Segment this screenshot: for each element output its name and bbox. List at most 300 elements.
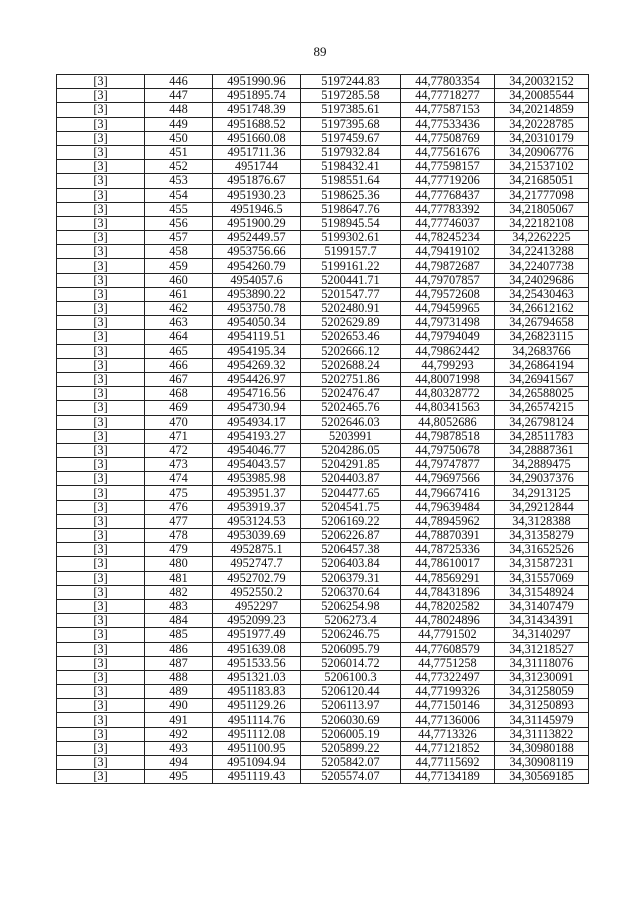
table-row [57, 500, 589, 514]
point-number-cell: 462 [145, 302, 213, 316]
table-row [57, 117, 589, 131]
x-coordinate-cell: 4951119.43 [213, 770, 301, 784]
source-ref-cell: [3] [57, 216, 145, 230]
latitude-cell: 44,77608579 [401, 642, 495, 656]
point-number-cell: 466 [145, 358, 213, 372]
latitude-cell: 44,77150146 [401, 699, 495, 713]
table-row [57, 727, 589, 741]
y-coordinate-cell: 5197932.84 [301, 145, 401, 159]
table-row [57, 529, 589, 543]
x-coordinate-cell: 4951112.08 [213, 727, 301, 741]
point-number-cell: 486 [145, 642, 213, 656]
table-row [57, 741, 589, 755]
latitude-cell: 44,77115692 [401, 756, 495, 770]
page-number: 89 [313, 44, 327, 59]
y-coordinate-cell: 5197395.68 [301, 117, 401, 131]
latitude-cell: 44,77508769 [401, 131, 495, 145]
y-coordinate-cell: 5204541.75 [301, 500, 401, 514]
source-ref-cell: [3] [57, 273, 145, 287]
longitude-cell: 34,31407479 [495, 599, 589, 613]
longitude-cell: 34,3140297 [495, 628, 589, 642]
x-coordinate-cell: 4951711.36 [213, 145, 301, 159]
latitude-cell: 44,78024896 [401, 614, 495, 628]
longitude-cell: 34,26612162 [495, 302, 589, 316]
x-coordinate-cell: 4951100.95 [213, 741, 301, 755]
x-coordinate-cell: 4951660.08 [213, 131, 301, 145]
y-coordinate-cell: 5206457.38 [301, 543, 401, 557]
point-number-cell: 449 [145, 117, 213, 131]
y-coordinate-cell: 5206169.22 [301, 514, 401, 528]
point-number-cell: 477 [145, 514, 213, 528]
x-coordinate-cell: 4952875.1 [213, 543, 301, 557]
coordinates-table [56, 74, 589, 784]
point-number-cell: 451 [145, 145, 213, 159]
x-coordinate-cell: 4951946.5 [213, 202, 301, 216]
longitude-cell: 34,2889475 [495, 458, 589, 472]
x-coordinate-cell: 4951533.56 [213, 656, 301, 670]
point-number-cell: 473 [145, 458, 213, 472]
latitude-cell: 44,79750678 [401, 443, 495, 457]
table-row [57, 415, 589, 429]
point-number-cell: 463 [145, 316, 213, 330]
x-coordinate-cell: 4954057.6 [213, 273, 301, 287]
latitude-cell: 44,79872687 [401, 259, 495, 273]
longitude-cell: 34,22182108 [495, 216, 589, 230]
latitude-cell: 44,7791502 [401, 628, 495, 642]
source-ref-cell: [3] [57, 89, 145, 103]
point-number-cell: 469 [145, 401, 213, 415]
y-coordinate-cell: 5198432.41 [301, 160, 401, 174]
source-ref-cell: [3] [57, 429, 145, 443]
table-row [57, 429, 589, 443]
source-ref-cell: [3] [57, 117, 145, 131]
point-number-cell: 457 [145, 231, 213, 245]
table-row [57, 670, 589, 684]
longitude-cell: 34,22413288 [495, 245, 589, 259]
x-coordinate-cell: 4954934.17 [213, 415, 301, 429]
y-coordinate-cell: 5202653.46 [301, 330, 401, 344]
longitude-cell: 34,20214859 [495, 103, 589, 117]
source-ref-cell: [3] [57, 231, 145, 245]
point-number-cell: 485 [145, 628, 213, 642]
source-ref-cell: [3] [57, 543, 145, 557]
longitude-cell: 34,22407738 [495, 259, 589, 273]
table-row [57, 486, 589, 500]
y-coordinate-cell: 5205574.07 [301, 770, 401, 784]
source-ref-cell: [3] [57, 614, 145, 628]
x-coordinate-cell: 4954050.34 [213, 316, 301, 330]
point-number-cell: 493 [145, 741, 213, 755]
x-coordinate-cell: 4954260.79 [213, 259, 301, 273]
point-number-cell: 481 [145, 571, 213, 585]
point-number-cell: 476 [145, 500, 213, 514]
source-ref-cell: [3] [57, 514, 145, 528]
source-ref-cell: [3] [57, 741, 145, 755]
longitude-cell: 34,20228785 [495, 117, 589, 131]
x-coordinate-cell: 4952099.23 [213, 614, 301, 628]
y-coordinate-cell: 5199161.22 [301, 259, 401, 273]
y-coordinate-cell: 5204477.65 [301, 486, 401, 500]
source-ref-cell: [3] [57, 387, 145, 401]
y-coordinate-cell: 5197244.83 [301, 75, 401, 89]
table-row [57, 103, 589, 117]
y-coordinate-cell: 5206113.97 [301, 699, 401, 713]
point-number-cell: 454 [145, 188, 213, 202]
source-ref-cell: [3] [57, 245, 145, 259]
latitude-cell: 44,77783392 [401, 202, 495, 216]
longitude-cell: 34,28511783 [495, 429, 589, 443]
point-number-cell: 456 [145, 216, 213, 230]
latitude-cell: 44,78610017 [401, 557, 495, 571]
y-coordinate-cell: 5197385.61 [301, 103, 401, 117]
table-row [57, 89, 589, 103]
source-ref-cell: [3] [57, 599, 145, 613]
longitude-cell: 34,31557069 [495, 571, 589, 585]
x-coordinate-cell: 4953919.37 [213, 500, 301, 514]
x-coordinate-cell: 4954426.97 [213, 372, 301, 386]
y-coordinate-cell: 5203991 [301, 429, 401, 443]
x-coordinate-cell: 4953951.37 [213, 486, 301, 500]
longitude-cell: 34,26574215 [495, 401, 589, 415]
y-coordinate-cell: 5204286.05 [301, 443, 401, 457]
source-ref-cell: [3] [57, 670, 145, 684]
source-ref-cell: [3] [57, 713, 145, 727]
table-row [57, 259, 589, 273]
x-coordinate-cell: 4951183.83 [213, 685, 301, 699]
point-number-cell: 487 [145, 656, 213, 670]
longitude-cell: 34,31548924 [495, 585, 589, 599]
longitude-cell: 34,26588025 [495, 387, 589, 401]
table-row [57, 330, 589, 344]
point-number-cell: 464 [145, 330, 213, 344]
y-coordinate-cell: 5205842.07 [301, 756, 401, 770]
point-number-cell: 446 [145, 75, 213, 89]
x-coordinate-cell: 4951876.67 [213, 174, 301, 188]
source-ref-cell: [3] [57, 529, 145, 543]
longitude-cell: 34,21537102 [495, 160, 589, 174]
longitude-cell: 34,31250893 [495, 699, 589, 713]
source-ref-cell: [3] [57, 131, 145, 145]
x-coordinate-cell: 4954195.34 [213, 344, 301, 358]
point-number-cell: 480 [145, 557, 213, 571]
latitude-cell: 44,7751258 [401, 656, 495, 670]
point-number-cell: 479 [145, 543, 213, 557]
point-number-cell: 459 [145, 259, 213, 273]
latitude-cell: 44,77598157 [401, 160, 495, 174]
table-row [57, 656, 589, 670]
y-coordinate-cell: 5202666.12 [301, 344, 401, 358]
longitude-cell: 34,31118076 [495, 656, 589, 670]
point-number-cell: 474 [145, 472, 213, 486]
longitude-cell: 34,31587231 [495, 557, 589, 571]
table-row [57, 160, 589, 174]
latitude-cell: 44,78569291 [401, 571, 495, 585]
longitude-cell: 34,31358279 [495, 529, 589, 543]
longitude-cell: 34,29212844 [495, 500, 589, 514]
y-coordinate-cell: 5205899.22 [301, 741, 401, 755]
latitude-cell: 44,77746037 [401, 216, 495, 230]
table-row [57, 344, 589, 358]
table-row [57, 713, 589, 727]
y-coordinate-cell: 5202629.89 [301, 316, 401, 330]
y-coordinate-cell: 5202465.76 [301, 401, 401, 415]
longitude-cell: 34,21805067 [495, 202, 589, 216]
y-coordinate-cell: 5204291.85 [301, 458, 401, 472]
latitude-cell: 44,77768437 [401, 188, 495, 202]
latitude-cell: 44,799293 [401, 358, 495, 372]
longitude-cell: 34,25430463 [495, 287, 589, 301]
source-ref-cell: [3] [57, 372, 145, 386]
table-row [57, 273, 589, 287]
x-coordinate-cell: 4953756.66 [213, 245, 301, 259]
latitude-cell: 44,78202582 [401, 599, 495, 613]
longitude-cell: 34,31113822 [495, 727, 589, 741]
source-ref-cell: [3] [57, 287, 145, 301]
longitude-cell: 34,31258059 [495, 685, 589, 699]
latitude-cell: 44,77719206 [401, 174, 495, 188]
table-row [57, 458, 589, 472]
table-row [57, 472, 589, 486]
longitude-cell: 34,20085544 [495, 89, 589, 103]
x-coordinate-cell: 4954046.77 [213, 443, 301, 457]
point-number-cell: 482 [145, 585, 213, 599]
y-coordinate-cell: 5202751.86 [301, 372, 401, 386]
latitude-cell: 44,80341563 [401, 401, 495, 415]
table-row [57, 245, 589, 259]
x-coordinate-cell: 4954043.57 [213, 458, 301, 472]
latitude-cell: 44,77803354 [401, 75, 495, 89]
latitude-cell: 44,77136006 [401, 713, 495, 727]
y-coordinate-cell: 5200441.71 [301, 273, 401, 287]
x-coordinate-cell: 4952449.57 [213, 231, 301, 245]
point-number-cell: 471 [145, 429, 213, 443]
table-row [57, 358, 589, 372]
source-ref-cell: [3] [57, 571, 145, 585]
source-ref-cell: [3] [57, 685, 145, 699]
table-row [57, 642, 589, 656]
x-coordinate-cell: 4952550.2 [213, 585, 301, 599]
table-row [57, 302, 589, 316]
y-coordinate-cell: 5199302.61 [301, 231, 401, 245]
source-ref-cell: [3] [57, 358, 145, 372]
longitude-cell: 34,20906776 [495, 145, 589, 159]
y-coordinate-cell: 5206095.79 [301, 642, 401, 656]
latitude-cell: 44,7713326 [401, 727, 495, 741]
latitude-cell: 44,77322497 [401, 670, 495, 684]
point-number-cell: 468 [145, 387, 213, 401]
point-number-cell: 492 [145, 727, 213, 741]
table-row [57, 188, 589, 202]
y-coordinate-cell: 5198551.64 [301, 174, 401, 188]
longitude-cell: 34,28887361 [495, 443, 589, 457]
source-ref-cell: [3] [57, 486, 145, 500]
latitude-cell: 44,79667416 [401, 486, 495, 500]
source-ref-cell: [3] [57, 259, 145, 273]
point-number-cell: 465 [145, 344, 213, 358]
y-coordinate-cell: 5206403.84 [301, 557, 401, 571]
longitude-cell: 34,30908119 [495, 756, 589, 770]
x-coordinate-cell: 4954730.94 [213, 401, 301, 415]
longitude-cell: 34,26823115 [495, 330, 589, 344]
latitude-cell: 44,77533436 [401, 117, 495, 131]
point-number-cell: 491 [145, 713, 213, 727]
x-coordinate-cell: 4951930.23 [213, 188, 301, 202]
y-coordinate-cell: 5204403.87 [301, 472, 401, 486]
x-coordinate-cell: 4954119.51 [213, 330, 301, 344]
latitude-cell: 44,79878518 [401, 429, 495, 443]
table-row [57, 443, 589, 457]
x-coordinate-cell: 4952297 [213, 599, 301, 613]
source-ref-cell: [3] [57, 103, 145, 117]
latitude-cell: 44,79419102 [401, 245, 495, 259]
point-number-cell: 460 [145, 273, 213, 287]
y-coordinate-cell: 5206100.3 [301, 670, 401, 684]
table-row [57, 614, 589, 628]
x-coordinate-cell: 4954716.56 [213, 387, 301, 401]
point-number-cell: 494 [145, 756, 213, 770]
longitude-cell: 34,26794658 [495, 316, 589, 330]
point-number-cell: 488 [145, 670, 213, 684]
point-number-cell: 467 [145, 372, 213, 386]
source-ref-cell: [3] [57, 202, 145, 216]
latitude-cell: 44,79794049 [401, 330, 495, 344]
latitude-cell: 44,79862442 [401, 344, 495, 358]
longitude-cell: 34,26798124 [495, 415, 589, 429]
latitude-cell: 44,77134189 [401, 770, 495, 784]
table-row [57, 557, 589, 571]
source-ref-cell: [3] [57, 174, 145, 188]
latitude-cell: 44,79731498 [401, 316, 495, 330]
table-row [57, 202, 589, 216]
longitude-cell: 34,20310179 [495, 131, 589, 145]
y-coordinate-cell: 5202646.03 [301, 415, 401, 429]
coordinates-table-body [57, 75, 589, 784]
point-number-cell: 475 [145, 486, 213, 500]
x-coordinate-cell: 4951748.39 [213, 103, 301, 117]
latitude-cell: 44,79572608 [401, 287, 495, 301]
point-number-cell: 455 [145, 202, 213, 216]
source-ref-cell: [3] [57, 585, 145, 599]
table-row [57, 387, 589, 401]
longitude-cell: 34,2913125 [495, 486, 589, 500]
source-ref-cell: [3] [57, 145, 145, 159]
table-row [57, 287, 589, 301]
latitude-cell: 44,79459965 [401, 302, 495, 316]
source-ref-cell: [3] [57, 656, 145, 670]
y-coordinate-cell: 5206254.98 [301, 599, 401, 613]
x-coordinate-cell: 4952747.7 [213, 557, 301, 571]
table-row [57, 571, 589, 585]
table-row [57, 543, 589, 557]
point-number-cell: 453 [145, 174, 213, 188]
latitude-cell: 44,77199326 [401, 685, 495, 699]
longitude-cell: 34,31145979 [495, 713, 589, 727]
y-coordinate-cell: 5202480.91 [301, 302, 401, 316]
x-coordinate-cell: 4951094.94 [213, 756, 301, 770]
source-ref-cell: [3] [57, 188, 145, 202]
x-coordinate-cell: 4951895.74 [213, 89, 301, 103]
y-coordinate-cell: 5197285.58 [301, 89, 401, 103]
longitude-cell: 34,21685051 [495, 174, 589, 188]
y-coordinate-cell: 5206120.44 [301, 685, 401, 699]
point-number-cell: 452 [145, 160, 213, 174]
longitude-cell: 34,26864194 [495, 358, 589, 372]
point-number-cell: 447 [145, 89, 213, 103]
table-row [57, 216, 589, 230]
table-row [57, 585, 589, 599]
x-coordinate-cell: 4953124.53 [213, 514, 301, 528]
table-row [57, 401, 589, 415]
source-ref-cell: [3] [57, 330, 145, 344]
longitude-cell: 34,30980188 [495, 741, 589, 755]
y-coordinate-cell: 5206030.69 [301, 713, 401, 727]
table-row [57, 628, 589, 642]
latitude-cell: 44,79697566 [401, 472, 495, 486]
x-coordinate-cell: 4951639.08 [213, 642, 301, 656]
source-ref-cell: [3] [57, 302, 145, 316]
point-number-cell: 461 [145, 287, 213, 301]
latitude-cell: 44,80328772 [401, 387, 495, 401]
longitude-cell: 34,21777098 [495, 188, 589, 202]
longitude-cell: 34,24029686 [495, 273, 589, 287]
table-row [57, 372, 589, 386]
point-number-cell: 470 [145, 415, 213, 429]
latitude-cell: 44,79639484 [401, 500, 495, 514]
source-ref-cell: [3] [57, 344, 145, 358]
table-row [57, 75, 589, 89]
y-coordinate-cell: 5206005.19 [301, 727, 401, 741]
x-coordinate-cell: 4951977.49 [213, 628, 301, 642]
y-coordinate-cell: 5199157.7 [301, 245, 401, 259]
latitude-cell: 44,78431896 [401, 585, 495, 599]
x-coordinate-cell: 4954193.27 [213, 429, 301, 443]
latitude-cell: 44,77561676 [401, 145, 495, 159]
table-row [57, 145, 589, 159]
y-coordinate-cell: 5201547.77 [301, 287, 401, 301]
x-coordinate-cell: 4951321.03 [213, 670, 301, 684]
point-number-cell: 490 [145, 699, 213, 713]
longitude-cell: 34,31230091 [495, 670, 589, 684]
table-row [57, 231, 589, 245]
table-row [57, 174, 589, 188]
source-ref-cell: [3] [57, 160, 145, 174]
source-ref-cell: [3] [57, 756, 145, 770]
point-number-cell: 495 [145, 770, 213, 784]
source-ref-cell: [3] [57, 458, 145, 472]
source-ref-cell: [3] [57, 401, 145, 415]
x-coordinate-cell: 4951990.96 [213, 75, 301, 89]
source-ref-cell: [3] [57, 699, 145, 713]
longitude-cell: 34,31434391 [495, 614, 589, 628]
point-number-cell: 448 [145, 103, 213, 117]
x-coordinate-cell: 4951114.76 [213, 713, 301, 727]
longitude-cell: 34,3128388 [495, 514, 589, 528]
latitude-cell: 44,79747877 [401, 458, 495, 472]
source-ref-cell: [3] [57, 770, 145, 784]
table-row [57, 699, 589, 713]
point-number-cell: 450 [145, 131, 213, 145]
latitude-cell: 44,78245234 [401, 231, 495, 245]
table-row [57, 756, 589, 770]
latitude-cell: 44,79707857 [401, 273, 495, 287]
point-number-cell: 489 [145, 685, 213, 699]
longitude-cell: 34,26941567 [495, 372, 589, 386]
latitude-cell: 44,77718277 [401, 89, 495, 103]
y-coordinate-cell: 5202688.24 [301, 358, 401, 372]
y-coordinate-cell: 5198647.76 [301, 202, 401, 216]
point-number-cell: 458 [145, 245, 213, 259]
latitude-cell: 44,78945962 [401, 514, 495, 528]
